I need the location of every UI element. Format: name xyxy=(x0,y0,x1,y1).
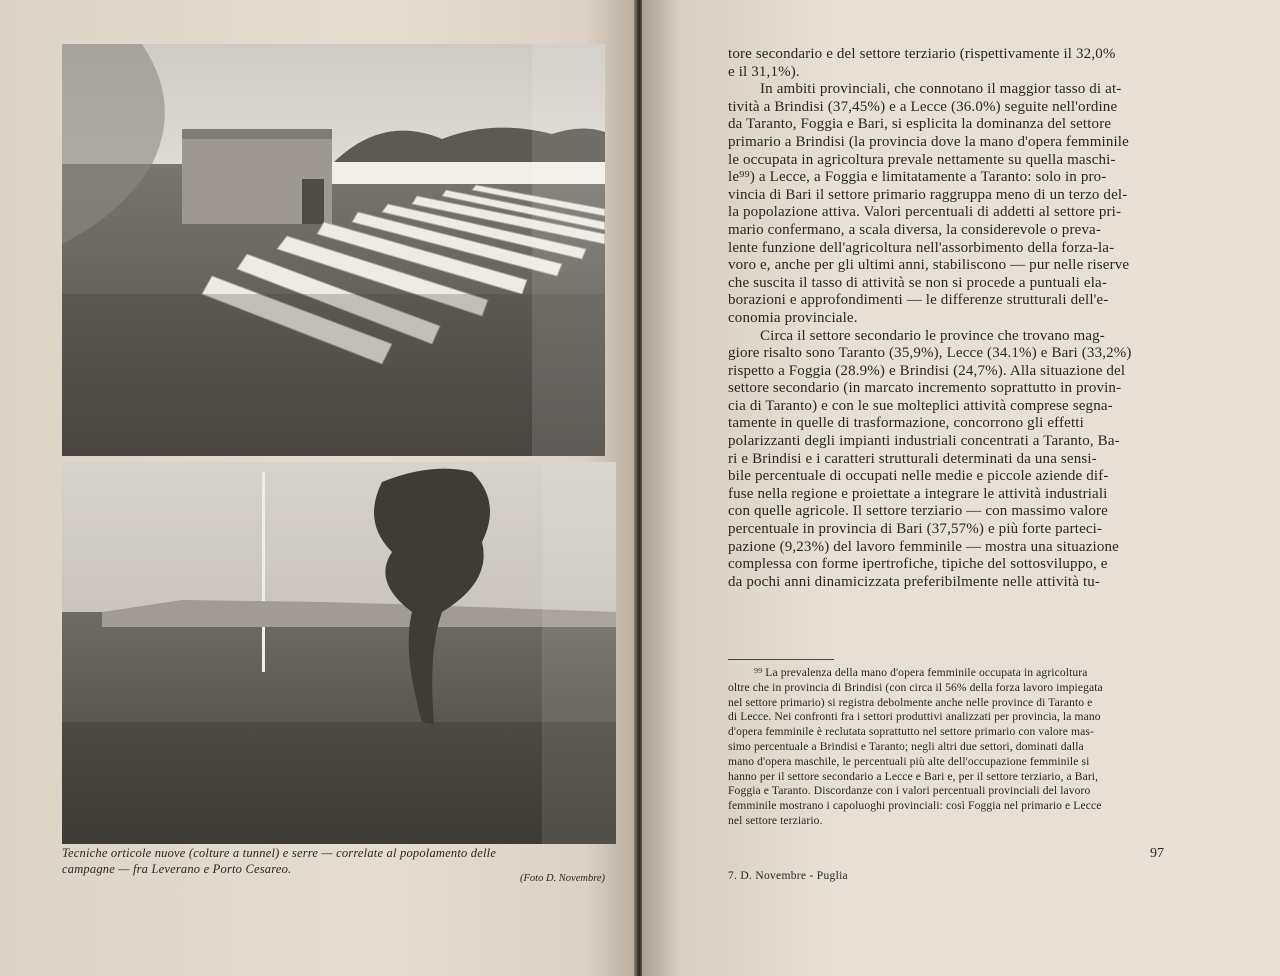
body-text xyxy=(728,46,1174,591)
body-line: voro e, anche per gli ultimi anni, stabiliscono — pur nelle riserve xyxy=(728,257,1130,274)
body-line: la popolazione attiva. Valori percentuali di addetti al settore pri- xyxy=(728,204,1122,221)
body-line: da pochi anni dinamicizzata preferibilmente nelle attività tu- xyxy=(728,573,1101,590)
running-footer: 7. D. Novembre - Puglia xyxy=(728,870,848,882)
body-line: tività a Brindisi (37,45%) e a Lecce (36.0%) seguite nell'ordine xyxy=(728,98,1118,115)
footnote-line: simo percentuale a Brindisi e Taranto; negli altri due settori, dominati dalla xyxy=(728,739,1084,753)
footnote xyxy=(728,666,1176,829)
body-line: lente funzione dell'agricoltura nell'assorbimento della forza-la- xyxy=(728,239,1115,256)
body-line: vincia di Bari il settore primario raggruppa meno di un terzo del- xyxy=(728,186,1128,203)
photo-greenhouses xyxy=(62,462,616,844)
footnote-line: ⁹⁹ La prevalenza della mano d'opera femminile occupata in agricoltura xyxy=(754,666,1088,679)
page-number: 97 xyxy=(1150,846,1164,861)
body-line: In ambiti provinciali, che connotano il maggior tasso di at- xyxy=(760,81,1122,98)
footnote-line: femminile mostrano i capoluoghi provinciali: così Foggia nel primario e Lecce xyxy=(728,799,1102,813)
photo-tunnel-crops xyxy=(62,44,605,456)
body-line: percentuale in provincia di Bari (37,57%) e più forte parteci- xyxy=(728,521,1103,538)
body-line: mario confermano, a scala diversa, la considerevole o preva- xyxy=(728,221,1101,238)
body-line: bile percentuale di occupati nelle medie e piccole aziende dif- xyxy=(728,468,1109,485)
body-line: le⁹⁹) a Lecce, a Foggia e limitatamente a Taranto: solo in pro- xyxy=(728,169,1107,186)
body-line: complessa con forme ipertrofiche, tipiche del sottosviluppo, e xyxy=(728,556,1108,573)
footnote-line: nel settore terziario. xyxy=(728,813,823,827)
body-line: cia di Taranto) e con le sue molteplici attività comprese segna- xyxy=(728,397,1113,414)
footnote-line: Foggia e Taranto. Discordanze con i valori percentuali provinciali del lavoro xyxy=(728,784,1091,798)
footnote-line: nel settore primario) si registra debolmente anche nelle province di Taranto e xyxy=(728,695,1093,709)
left-page xyxy=(0,0,636,976)
body-line: Circa il settore secondario le province che trovano mag- xyxy=(760,327,1105,344)
body-line: giore risalto sono Taranto (35,9%), Lecce (34.1%) e Bari (33,2%) xyxy=(728,345,1132,362)
body-line: conomia provinciale. xyxy=(728,309,858,326)
photo-greenhouses-image xyxy=(62,462,616,844)
body-line: le occupata in agricoltura prevale nettamente su quella maschi- xyxy=(728,151,1116,168)
footnote-line: mano d'opera maschile, le percentuali più alte dell'occupazione femminile si xyxy=(728,754,1090,768)
body-line: polarizzanti degli impianti industriali concentrati a Taranto, Ba- xyxy=(728,433,1120,450)
body-line: ri e Brindisi e i caratteri strutturali determinati da una sensi- xyxy=(728,450,1097,467)
body-line: borazioni e approfondimenti — le differenze strutturali dell'e- xyxy=(728,292,1109,309)
body-line: pazione (9,23%) del lavoro femminile — mostra una situazione xyxy=(728,538,1119,555)
footnote-divider xyxy=(728,659,834,660)
photo-caption-line-2: campagne — fra Leverano e Porto Cesareo. xyxy=(62,862,292,876)
body-line: con quelle agricole. Il settore terziario — con massimo valore xyxy=(728,503,1108,520)
body-line: fuse nella regione e proiettate a integrare le attività industriali xyxy=(728,485,1108,502)
footnote-line: hanno per il settore secondario a Lecce e Bari e, per il settore terziario, a Bari, xyxy=(728,769,1099,783)
body-line: che suscita il tasso di attività se non si procede a puntuali ela- xyxy=(728,274,1107,291)
body-line: rispetto a Foggia (28.9%) e Brindisi (24,7%). Alla situazione del xyxy=(728,362,1126,379)
body-line: da Taranto, Foggia e Bari, si esplicita la dominanza del settore xyxy=(728,116,1112,133)
body-line: tamente in quelle di trasformazione, concorrono gli effetti xyxy=(728,415,1084,432)
footnote-line: d'opera femminile è reclutata soprattutto nel settore primario con valore mas- xyxy=(728,725,1094,739)
photo-tunnel-crops-image xyxy=(62,44,605,456)
body-line: e il 31,1%). xyxy=(728,63,800,80)
body-line: primario a Brindisi (la provincia dove la mano d'opera femminile xyxy=(728,133,1129,150)
footnote-line: oltre che in provincia di Brindisi (con circa il 56% della forza lavoro impiegata xyxy=(728,680,1103,694)
footnote-line: di Lecce. Nei confronti fra i settori produttivi analizzati per provincia, la mano xyxy=(728,710,1101,724)
photo-credit: (Foto D. Novembre) xyxy=(520,873,606,884)
body-line: tore secondario e del settore terziario (rispettivamente il 32,0% xyxy=(728,46,1116,62)
photo-caption-line-1: Tecniche orticole nuove (colture a tunnel) e serre — correlate al popolamento delle xyxy=(62,846,497,860)
body-line: settore secondario (in marcato incremento soprattutto in provin- xyxy=(728,380,1122,397)
